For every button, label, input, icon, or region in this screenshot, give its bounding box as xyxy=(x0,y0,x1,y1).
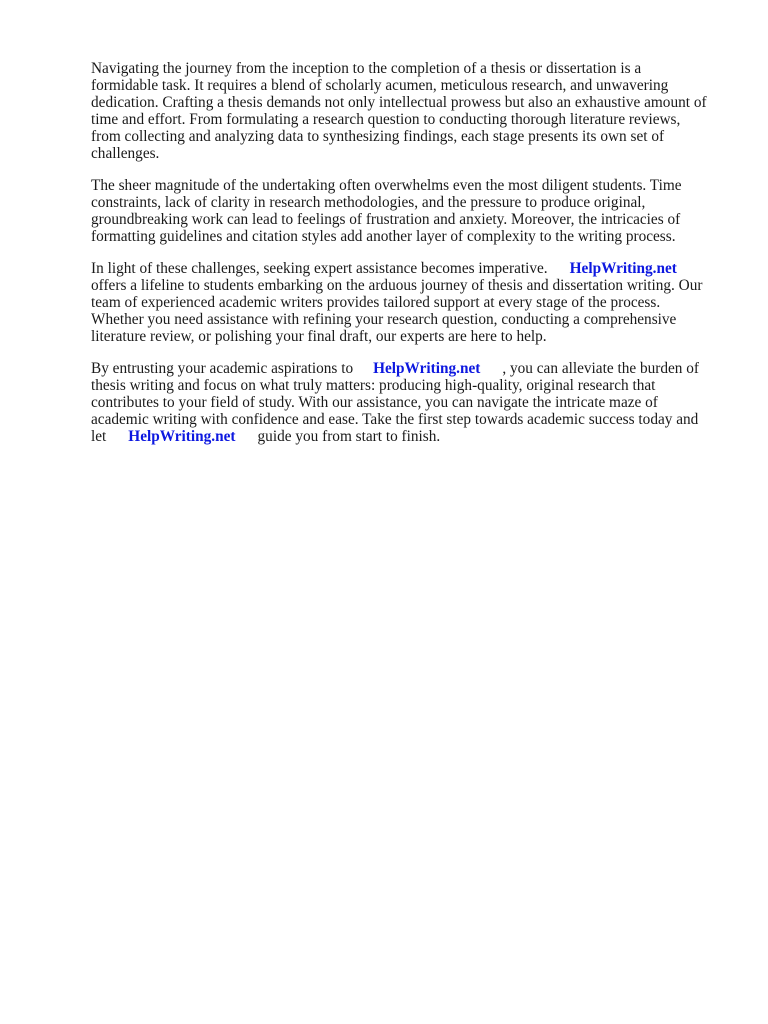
text-line: thesis writing and focus on what truly matters: producing high-quality, original research that xyxy=(91,377,656,394)
text-line: groundbreaking work can lead to feelings of frustration and anxiety. Moreover, the intricacies of xyxy=(91,211,681,228)
text-line: contributes to your field of study. With our assistance, you can navigate the intricate maze of xyxy=(91,394,658,411)
text-line: offers a lifeline to students embarking on the arduous journey of thesis and dissertation writing. Our xyxy=(91,277,703,294)
text-line: formidable task. It requires a blend of scholarly acumen, meticulous research, and unwavering xyxy=(91,77,669,94)
text-line: time and effort. From formulating a research question to conducting thorough literature reviews, xyxy=(91,111,681,128)
text-line: team of experienced academic writers provides tailored support at every stage of the process. xyxy=(91,294,661,311)
text-line xyxy=(91,260,721,277)
text-line: Navigating the journey from the inception to the completion of a thesis or dissertation is a xyxy=(91,60,642,77)
text-line: academic writing with confidence and ease. Take the first step towards academic success today and xyxy=(91,411,699,428)
text-segment: let xyxy=(91,428,107,445)
helpwriting-link[interactable]: HelpWriting.net xyxy=(128,428,236,445)
text-line xyxy=(91,428,721,445)
paragraph-3 xyxy=(91,260,721,345)
text-line: constraints, lack of clarity in research methodologies, and the pressure to produce original, xyxy=(91,194,646,211)
text-line: challenges. xyxy=(91,145,160,162)
text-segment: , you can alleviate the burden of xyxy=(502,360,699,377)
document-body xyxy=(91,60,721,460)
helpwriting-link[interactable]: HelpWriting.net xyxy=(373,360,481,377)
paragraph-1 xyxy=(91,60,721,162)
text-line: literature review, or polishing your final draft, our experts are here to help. xyxy=(91,328,547,345)
text-line: formatting guidelines and citation styles add another layer of complexity to the writing process. xyxy=(91,228,676,245)
paragraph-2 xyxy=(91,177,721,245)
helpwriting-link[interactable]: HelpWriting.net xyxy=(569,260,677,277)
paragraph-4 xyxy=(91,360,721,445)
text-segment: guide you from start to finish. xyxy=(257,428,441,445)
text-line: Whether you need assistance with refining your research question, conducting a comprehensive xyxy=(91,311,677,328)
text-line xyxy=(91,360,721,377)
text-line: dedication. Crafting a thesis demands not only intellectual prowess but also an exhaustive amount of xyxy=(91,94,707,111)
text-segment: In light of these challenges, seeking expert assistance becomes imperative. xyxy=(91,260,548,277)
text-line: The sheer magnitude of the undertaking often overwhelms even the most diligent students. Time xyxy=(91,177,682,194)
text-line: from collecting and analyzing data to synthesizing findings, each stage presents its own set of xyxy=(91,128,665,145)
text-segment: By entrusting your academic aspirations to xyxy=(91,360,354,377)
